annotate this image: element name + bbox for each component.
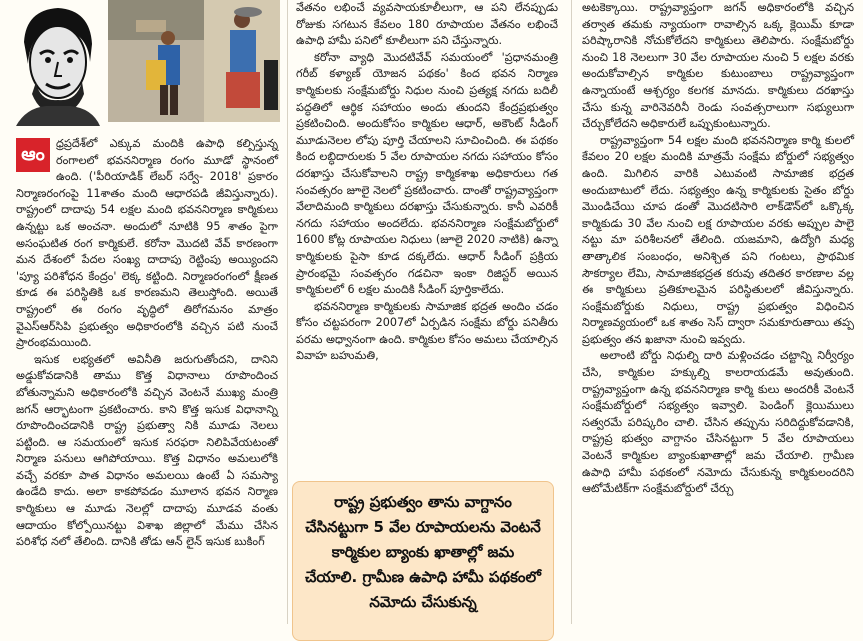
- workers-scene-image: [108, 0, 280, 122]
- article-paragraph: వేతనం లభించే వ్యవసాయకూలీలుగా, ఆ పని లేనప్పుడు రోజుకు సగటున కేవలం 180 రూపాయల వేతనం లభించే ఉపాధి హామీ పనిలో కూలీలుగా పని చేస్తున్నారు.: [296, 1, 558, 48]
- article-paragraph: అలాంటి బోర్డు నిధుల్ని దారి మళ్లించడం చట్టాన్ని నిర్వీర్యం చేసి, కార్మికుల హక్కుల్ని కాలరాయడమే అవుతుంది. రాష్ట్రవ్యాప్తంగా ఉన్న భవననిర్మాణ కార్మి కులు అందరికీ వెంటనే సంక్షేమబోర్డులో సభ్యత్వం ఇవ్వాలి. పెండింగ్ క్లెయిములు సత్వరమే పరిష్కరిం చాలి. చేసిన తప్పును సరిదిద్దుకోవడానికి, రాష్ట్రప్ర భుత్వం వాగ్దానం చేసినట్టుగా 5 వేల రూపాయలు వెంటనే కార్మికుల బ్యాంకుఖాతాల్లో జమ చేయాలి. గ్రామీణ ఉపాధి హామీ పథకంలో నమోదు చేసుకున్న కార్మికులందరిని ఆటోమేటిక్‌గా సంక్షేమబోర్డులో చేర్చు: [582, 349, 854, 496]
- column-divider: [571, 0, 572, 624]
- portrait-image: [6, 2, 106, 126]
- article-paragraph: ఆం ధ్రప్రదేశ్‌లో ఎక్కువ మందికి ఉపాధి కల్పిస్తున్న రంగాలలో భవననిర్మాణ రంగం మూడో స్థానంలో ఉంది. ('పీరియాడిక్ లేబర్ సర్వే- 2018' ప్రకారం నిర్మాణరంగంపై 11శాతం మంది ఆధారపడి జీవిస్తున్నారు). రాష్ట్రంలో దాదాపు 54 లక్షల మంది భవననిర్మాణ కార్మికులు ఉన్నట్టు ఒక అంచనా. అందులో నూటికి 95 శాతం పైగా అసంఘటిత రంగ కార్మికులే. కరోనా మొదటి వేవ్ కారణంగా మన దేశంలో పేదల సంఖ్య దాదాపు రెట్టింపు అయ్యిందని 'ప్యూ పరిశోధన కేంద్రం' లెక్క కట్టింది. నిర్మాణరంగంలో క్షీణత కూడ ఈ పరిస్థితికి ఒక కారణమని తెలుస్తోంది. అయితే రాష్ట్రంలో ఈ రంగం వృద్ధిలో తిరోగమనం మాత్రం వైఎస్‌ఆర్‌సిపి ప్రభుత్వం అధికారంలోకి వచ్చిన పటి నుంచే ప్రారంభమయింది.: [16, 137, 278, 350]
- column-divider: [287, 0, 288, 624]
- drop-cap: ఆం: [16, 138, 50, 172]
- article-paragraph: అటకెక్కాయి. రాష్ట్రవ్యాప్తంగా జగన్ అధికారంలోకి వచ్చిన తర్వాత తమకు న్యాయంగా రావాల్సిన ఒక్క క్లెయిమ్ కూడా పరిష్కారానికి నోచుకోలేదని కార్మికులు తెలిపారు. సంక్షేమబోర్డు నుంచి 18 నెలలుగా 30 వేల రూపాయల నుంచి 5 లక్షల వరకు అందుకోవాల్సిన కార్మికుల కుటుంబాలు రాష్ట్రవ్యాప్తంగా ఉన్నాయంటే ఆశ్చర్యం కలగక మానదు. కార్మికులు దరఖాస్తు చేసు కున్న వారినెవరినీ రెండు సంవత్సరాలుగా సభ్యులుగా చేర్చుకోలేదని అధికారులే ఒప్పుకుంటున్నారు.: [582, 1, 854, 131]
- article-paragraph: ఇసుక లభ్యతలో అవినీతి జరుగుతోందని, దానిని అడ్డుకోవడానికి తాము కొత్త విధానాలు రూపొందించ బోతున్నామని అధికారంలోకి వచ్చిన వెంటనే ముఖ్య మంత్రి జగన్ ఆర్భాటంగా ప్రకటించారు. కాని కొత్త ఇసుక విధానాన్ని రూపొందించడానికి రాష్ట్ర ప్రభుత్వా నికి మూడు నెలలు పట్టింది. ఆ సమయంలో ఇసుక సరఫరా నిలిపివేయటంతో నిర్మాణ పనులు ఆగిపోయాయి. కొత్త విధానం అమలులోకి వచ్చే వరకూ పాత విధానం అమలయి ఉంటే ఏ సమస్యా ఉండేది కాదు. అలా కాకపోవడం మూలాన భవన నిర్మాణ కార్మికులు ఆ మూడు నెలల్లో దాదాపు మూడవ వంతు ఆదాయం కోల్పోయినట్టు విశాఖ జిల్లాలో మేము చేసిన పరిశోధ నలో తేలింది. దానికి తోడు ఆన్ లైన్ ఇసుక బుకింగ్: [16, 352, 278, 549]
- column-2: [296, 0, 558, 365]
- article-paragraph: కరోనా వ్యాధి మొదటివేవ్ సమయంలో 'ప్రధానమంత్రి గరీబ్ కళ్యాణ్ యోజన పథకం' కింద భవన నిర్మాణ కార్మికులకు సంక్షేమబోర్డు నిధుల నుంచి ప్రత్యక్ష నగదు బదిలీ పద్ధతిలో ఆర్థిక సహాయం అందు తుందని కేంద్రప్రభుత్వం ప్రకటించింది. అందుకోసం కార్మికుల ఆధార్, అకౌంట్ సీడింగ్ మూడునెలల లోపు పూర్తి చేయాలని సూచించింది. ఈ పథకం కింద లబ్ధిదారులకు 5 వేల రూపాయల నగదు సహాయం కోసం దరఖాస్తు చేసుకోవాలని రాష్ట్ర కార్మికశాఖ అధికారులు గత సంవత్సరం జూలై నెలలో ప్రకటించారు. దాంతో రాష్ట్రవ్యాప్తంగా వేలాదిమంది కార్మికులు దరఖాస్తు చేసుకున్నారు. కానీ ఎవరికీ నగదు సహాయం అందలేదు. భవననిర్మాణ సంక్షేమబోర్డులో 1600 కోట్ల రూపాయల నిధులు (జూలై 2020 నాటికి) ఉన్నా కార్మికులకు పైసా కూడ దక్కలేదు. ఆధార్ సీడింగ్ ప్రక్రియ ప్రారంభమై సంవత్సరం గడచినా ఇంకా రిజిస్టర్ అయిన కార్మికులలో 6 లక్షల మందికి సీడింగ్ పూర్తికాలేదు.: [296, 50, 558, 297]
- column-3: [582, 0, 854, 498]
- article-paragraph: రాష్ట్రవ్యాప్తంగా 54 లక్షల మంది భవననిర్మాణ కార్మి కులలో కేవలం 20 లక్షల మందికి మాత్రమే సంక్షేమ బోర్డులో సభ్యత్వం ఉంది. మిగిలిన వారికి ఎటువంటి సామాజిక భద్రత అందుబాటులో లేదు. సభ్యత్వం ఉన్న కార్మికులకు సైతం బోర్డు మొండిచేయి చూప డంతో మొదటిసారి లాక్‌డౌన్‌లో ఒక్కొక్క కార్మికుడు 30 వేల నుంచి లక్ష రూపాయల వరకు అప్పుల పాలై నట్టు మా పరిశీలనలో తేలింది. యజమాని, ఉద్యోగి మధ్య తాత్కాలిక సంబంధం, అనిశ్చిత పని గంటలు, ప్రాథమిక సౌకర్యాల లేమి, సామాజికభద్రత కరువు తదితర కారణాల వల్ల ఈ కార్మికులు ప్రతికూలమైన పరిస్థితులలో జీవిస్తున్నారు. సంక్షేమబోర్డుకు నిధులు, రాష్ట్ర ప్రభుత్వం విధించిన నిర్మాణవ్యయంలో ఒక శాతం సెస్ ద్వారా సమకూరుతాయి తప్ప ప్రభుత్వం తన ఖజానా నుంచి ఇవ్వదు.: [582, 133, 854, 346]
- column-1-body: [16, 136, 278, 551]
- article-paragraph: భవననిర్మాణ కార్మికులకు సామాజిక భద్రత అందిం చడం కోసం చట్టపరంగా 2007లో ఏర్పడిన సంక్షేమ బోర్డు పనితీరు పరమ అధ్వానంగా ఉంది. కార్మికుల కోసం అమలు చేయాల్సిన వివాహ బహుమతి,: [296, 299, 558, 363]
- pull-quote: రాష్ట్ర ప్రభుత్వం తాను వాగ్దానం చేసినట్టుగా 5 వేల రూపాయలను వెంటనే కార్మికుల బ్యాంకు ఖాతాల్లో జమ చేయాలి. గ్రామీణ ఉపాధి హామీ పథకంలో నమోదు చేసుకున్న: [292, 481, 554, 641]
- article-photo: [0, 0, 280, 128]
